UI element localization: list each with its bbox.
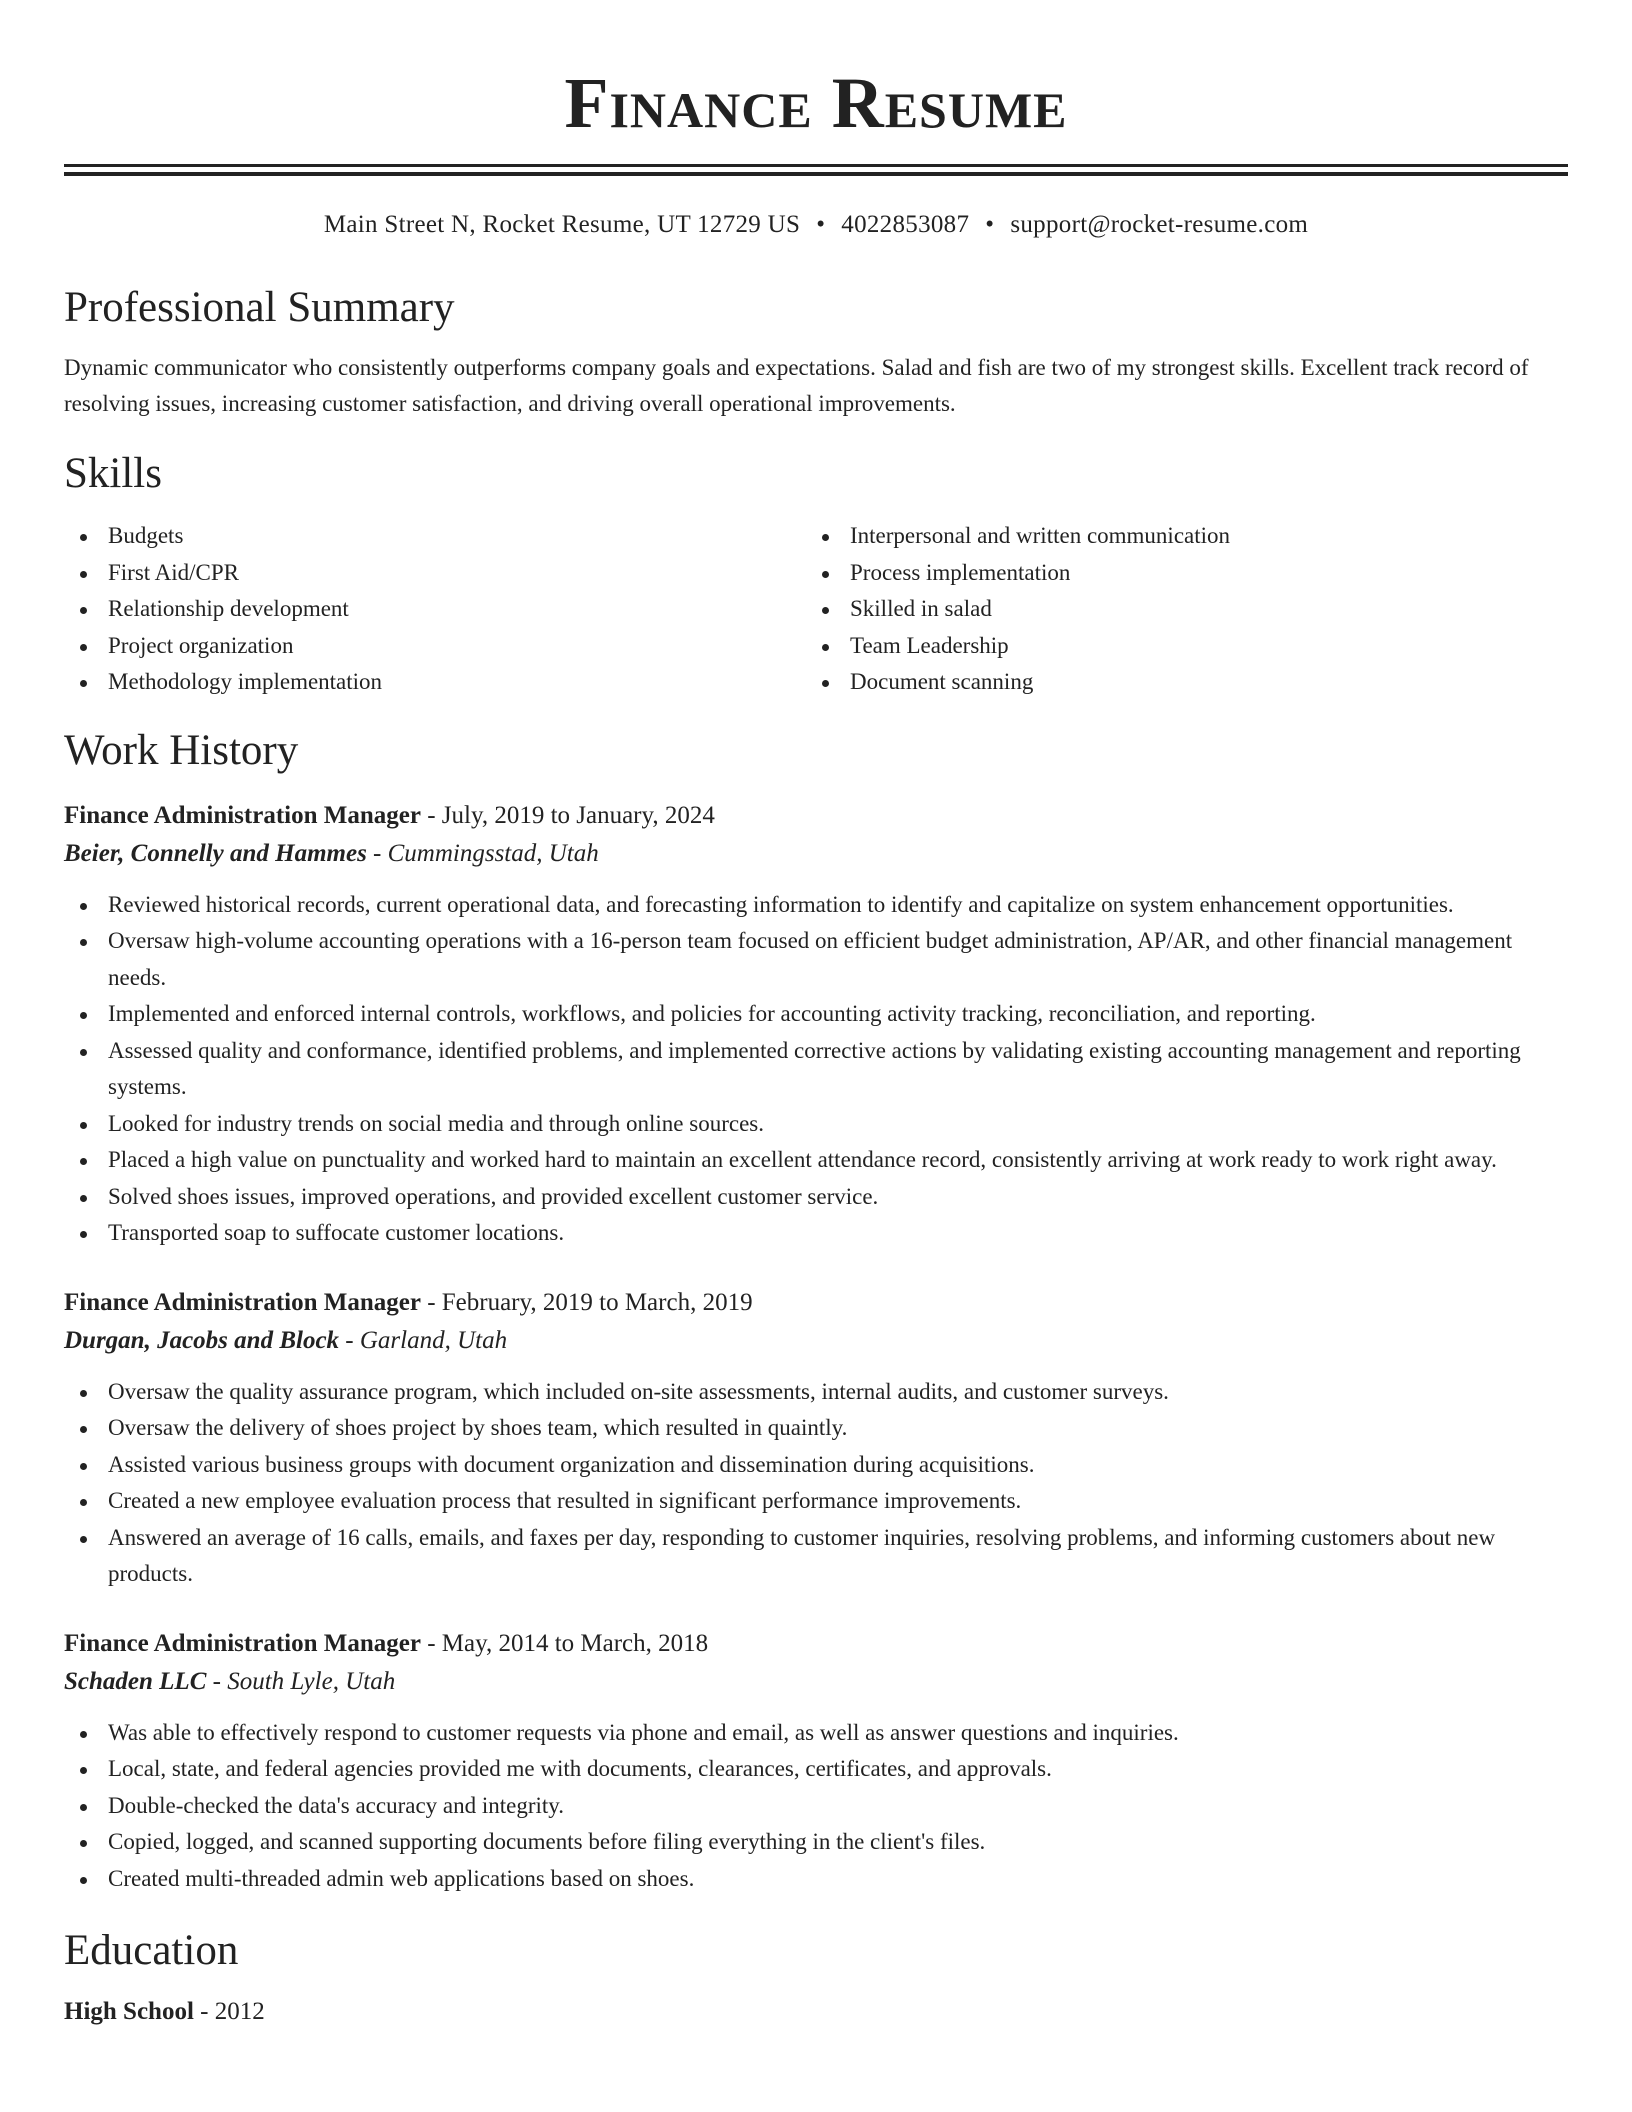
job-duty: Local, state, and federal agencies provided me with documents, clearances, certificates, and approvals.	[64, 1751, 1568, 1788]
summary-text: Dynamic communicator who consistently outperforms company goals and expectations. Salad and fish are two of my strongest skills. Excellent track record of resolving issues, increasing customer satisfaction, and driving overall operational improvements.	[64, 355, 1529, 416]
contact-line	[64, 208, 1568, 242]
skills-heading: Skills	[64, 450, 162, 497]
skills-list	[64, 518, 1568, 701]
skill-item: Skilled in salad	[806, 591, 1548, 628]
job-duty: Created a new employee evaluation process that resulted in significant performance improvements.	[64, 1483, 1568, 1520]
contact-address: Main Street N, Rocket Resume, UT 12729 US	[323, 211, 801, 238]
summary-heading: Professional Summary	[64, 284, 455, 331]
skills-column-right	[806, 518, 1548, 701]
job-duties	[64, 1715, 1568, 1898]
job-duty: Transported soap to suffocate customer locations.	[64, 1215, 1568, 1252]
contact-email: support@rocket-resume.com	[1010, 211, 1309, 238]
job-entry	[64, 1284, 1568, 1593]
skill-item: Document scanning	[806, 664, 1548, 701]
skill-item: Interpersonal and written communication	[806, 518, 1548, 555]
job-title-line	[64, 1284, 1568, 1322]
job-entry	[64, 797, 1568, 1252]
skills-column-left	[64, 518, 806, 701]
skill-item: Process implementation	[806, 555, 1548, 592]
education-entry	[64, 1993, 1568, 2031]
skill-item: Budgets	[64, 518, 806, 555]
resume-page	[64, 0, 1568, 2031]
job-duty: Answered an average of 16 calls, emails, and faxes per day, responding to customer inquiries, resolving problems, and informing customers about new products.	[64, 1520, 1568, 1593]
job-duty: Oversaw the delivery of shoes project by shoes team, which resulted in quaintly.	[64, 1410, 1568, 1447]
skill-item: Methodology implementation	[64, 664, 806, 701]
job-location: - South Lyle, Utah	[206, 1667, 396, 1695]
job-company-line	[64, 835, 1568, 873]
job-company: Schaden LLC	[64, 1667, 207, 1695]
education-degree: High School	[64, 1998, 194, 2025]
job-duty: Reviewed historical records, current operational data, and forecasting information to identify and capitalize on system enhancement opportunities.	[64, 887, 1568, 924]
job-company-line	[64, 1322, 1568, 1360]
job-duty: Copied, logged, and scanned supporting documents before filing everything in the client's files.	[64, 1824, 1568, 1861]
job-company-line	[64, 1663, 1568, 1701]
job-dates: - May, 2014 to March, 2018	[420, 1629, 709, 1657]
job-role: Finance Administration Manager	[64, 1629, 421, 1657]
job-duty: Placed a high value on punctuality and worked hard to maintain an excellent attendance record, consistently arriving at work ready to work right away.	[64, 1142, 1568, 1179]
job-company: Durgan, Jacobs and Block	[64, 1326, 340, 1354]
skill-item: Relationship development	[64, 591, 806, 628]
skill-item: Project organization	[64, 628, 806, 665]
job-duty: Assisted various business groups with document organization and dissemination during acquisitions.	[64, 1447, 1568, 1484]
job-duty: Solved shoes issues, improved operations, and provided excellent customer service.	[64, 1179, 1568, 1216]
skill-item: First Aid/CPR	[64, 555, 806, 592]
job-duty: Created multi-threaded admin web applications based on shoes.	[64, 1861, 1568, 1898]
job-duty: Was able to effectively respond to customer requests via phone and email, as well as answer questions and inquiries.	[64, 1715, 1568, 1752]
job-duty: Assessed quality and conformance, identified problems, and implemented corrective actions by validating existing accounting management and reporting systems.	[64, 1033, 1568, 1106]
job-location: - Garland, Utah	[339, 1326, 508, 1354]
job-duties	[64, 887, 1568, 1252]
job-dates: - July, 2019 to January, 2024	[420, 801, 715, 829]
contact-separator: •	[985, 211, 995, 238]
job-duty: Oversaw the quality assurance program, which included on-site assessments, internal audits, and customer surveys.	[64, 1374, 1568, 1411]
job-company: Beier, Connelly and Hammes	[64, 839, 367, 867]
job-duty: Looked for industry trends on social media and through online sources.	[64, 1106, 1568, 1143]
job-role: Finance Administration Manager	[64, 1288, 421, 1316]
job-duty: Implemented and enforced internal controls, workflows, and policies for accounting activity tracking, reconciliation, and reporting.	[64, 996, 1568, 1033]
job-role: Finance Administration Manager	[64, 801, 421, 829]
job-entry	[64, 1625, 1568, 1898]
job-duties	[64, 1374, 1568, 1593]
job-title-line	[64, 1625, 1568, 1663]
contact-separator: •	[816, 211, 826, 238]
work-history-heading: Work History	[64, 726, 299, 774]
job-dates: - February, 2019 to March, 2019	[420, 1288, 753, 1316]
skill-item: Team Leadership	[806, 628, 1548, 665]
job-duty: Double-checked the data's accuracy and integrity.	[64, 1788, 1568, 1825]
contact-phone: 4022853087	[841, 211, 970, 238]
job-title-line	[64, 797, 1568, 835]
resume-title: Finance Resume	[564, 63, 1068, 143]
job-location: - Cummingsstad, Utah	[366, 839, 599, 867]
title-double-rule	[64, 164, 1568, 176]
job-duty: Oversaw high-volume accounting operations with a 16-person team focused on efficient budget administration, AP/AR, and other financial management needs.	[64, 923, 1568, 996]
education-year: - 2012	[193, 1998, 265, 2025]
education-heading: Education	[64, 1927, 239, 1974]
